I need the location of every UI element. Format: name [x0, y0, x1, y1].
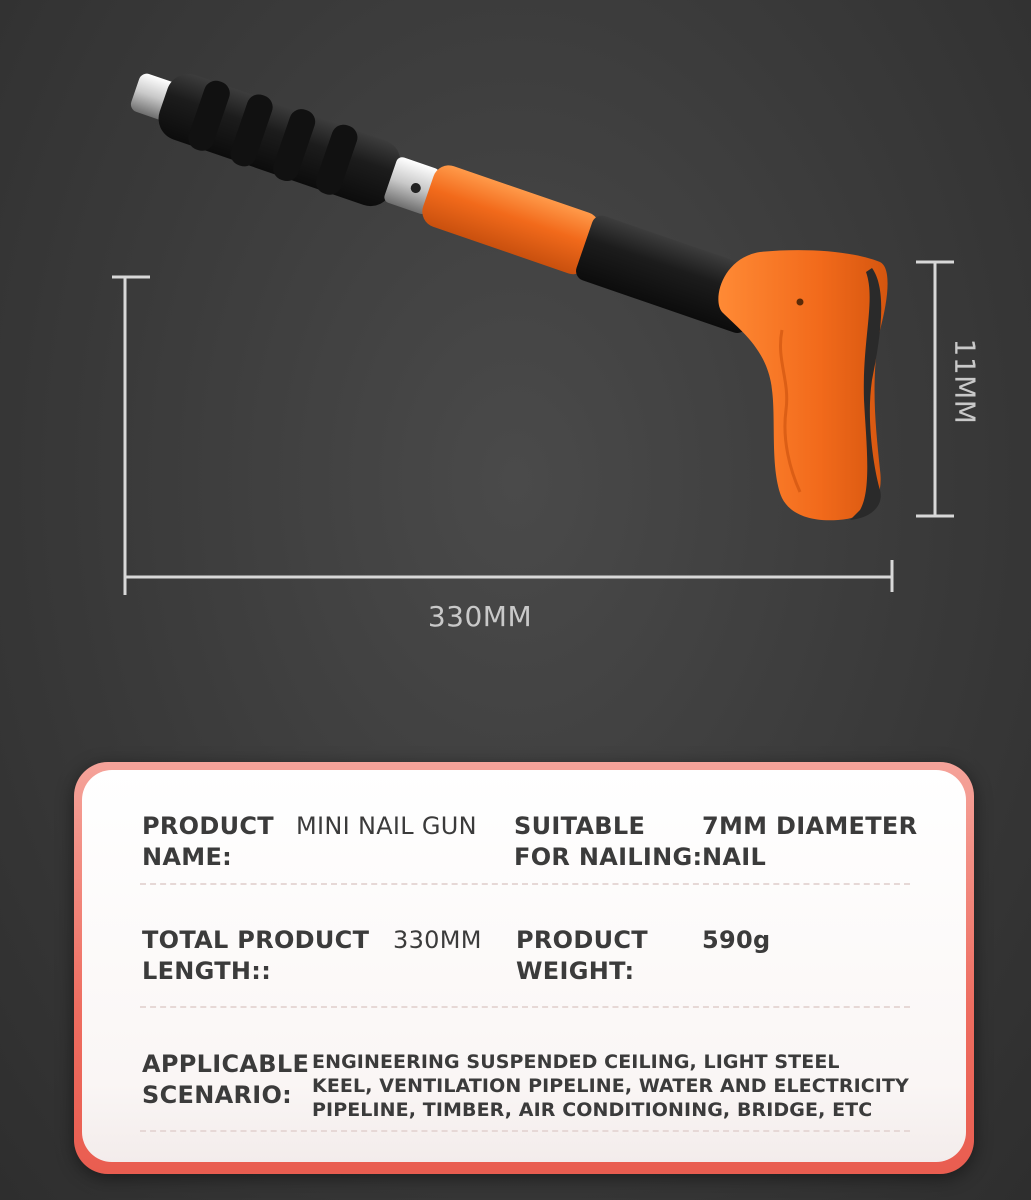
weight-label-line1: PRODUCT — [516, 926, 648, 954]
scenario-value-line2: KEEL, VENTILATION PIPELINE, WATER AND ELECTRICITY — [312, 1075, 909, 1097]
suitable-value — [702, 811, 917, 873]
product-name-label-line1: PRODUCT — [142, 812, 274, 840]
separator — [140, 883, 910, 885]
separator — [140, 1006, 910, 1008]
height-dimension-label: 11MM — [948, 338, 982, 425]
product-name-label-line2: NAME: — [142, 843, 233, 871]
suitable-value-line2: NAIL — [702, 843, 767, 871]
suitable-value-line1: 7MM DIAMETER — [702, 812, 918, 840]
scenario-value-line3: PIPELINE, TIMBER, AIR CONDITIONING, BRIDGE, ETC — [312, 1099, 873, 1121]
length-dimension-label: 330MM — [427, 600, 533, 633]
product-name-label — [142, 811, 274, 873]
weight-label — [516, 925, 648, 987]
scenario-value-line1: ENGINEERING SUSPENDED CEILING, LIGHT STEEL — [312, 1051, 840, 1073]
suitable-label-line1: SUITABLE — [514, 812, 646, 840]
weight-value: 590g — [702, 926, 771, 954]
scenario-label-line2: SCENARIO: — [142, 1081, 293, 1109]
length-label-line2: LENGTH:: — [142, 957, 272, 985]
scenario-value — [312, 1050, 909, 1122]
scenario-label — [142, 1049, 309, 1111]
scenario-label-line1: APPLICABLE — [142, 1050, 310, 1078]
separator — [140, 1130, 910, 1132]
length-label-line1: TOTAL PRODUCT — [142, 926, 370, 954]
length-label — [142, 925, 369, 987]
weight-label-line2: WEIGHT: — [516, 957, 635, 985]
grip-handle — [718, 250, 887, 520]
length-value: 330MM — [393, 926, 482, 954]
suitable-label-line2: FOR NAILING: — [514, 843, 703, 871]
suitable-label — [514, 811, 702, 873]
product-name-value: MINI NAIL GUN — [296, 812, 477, 840]
